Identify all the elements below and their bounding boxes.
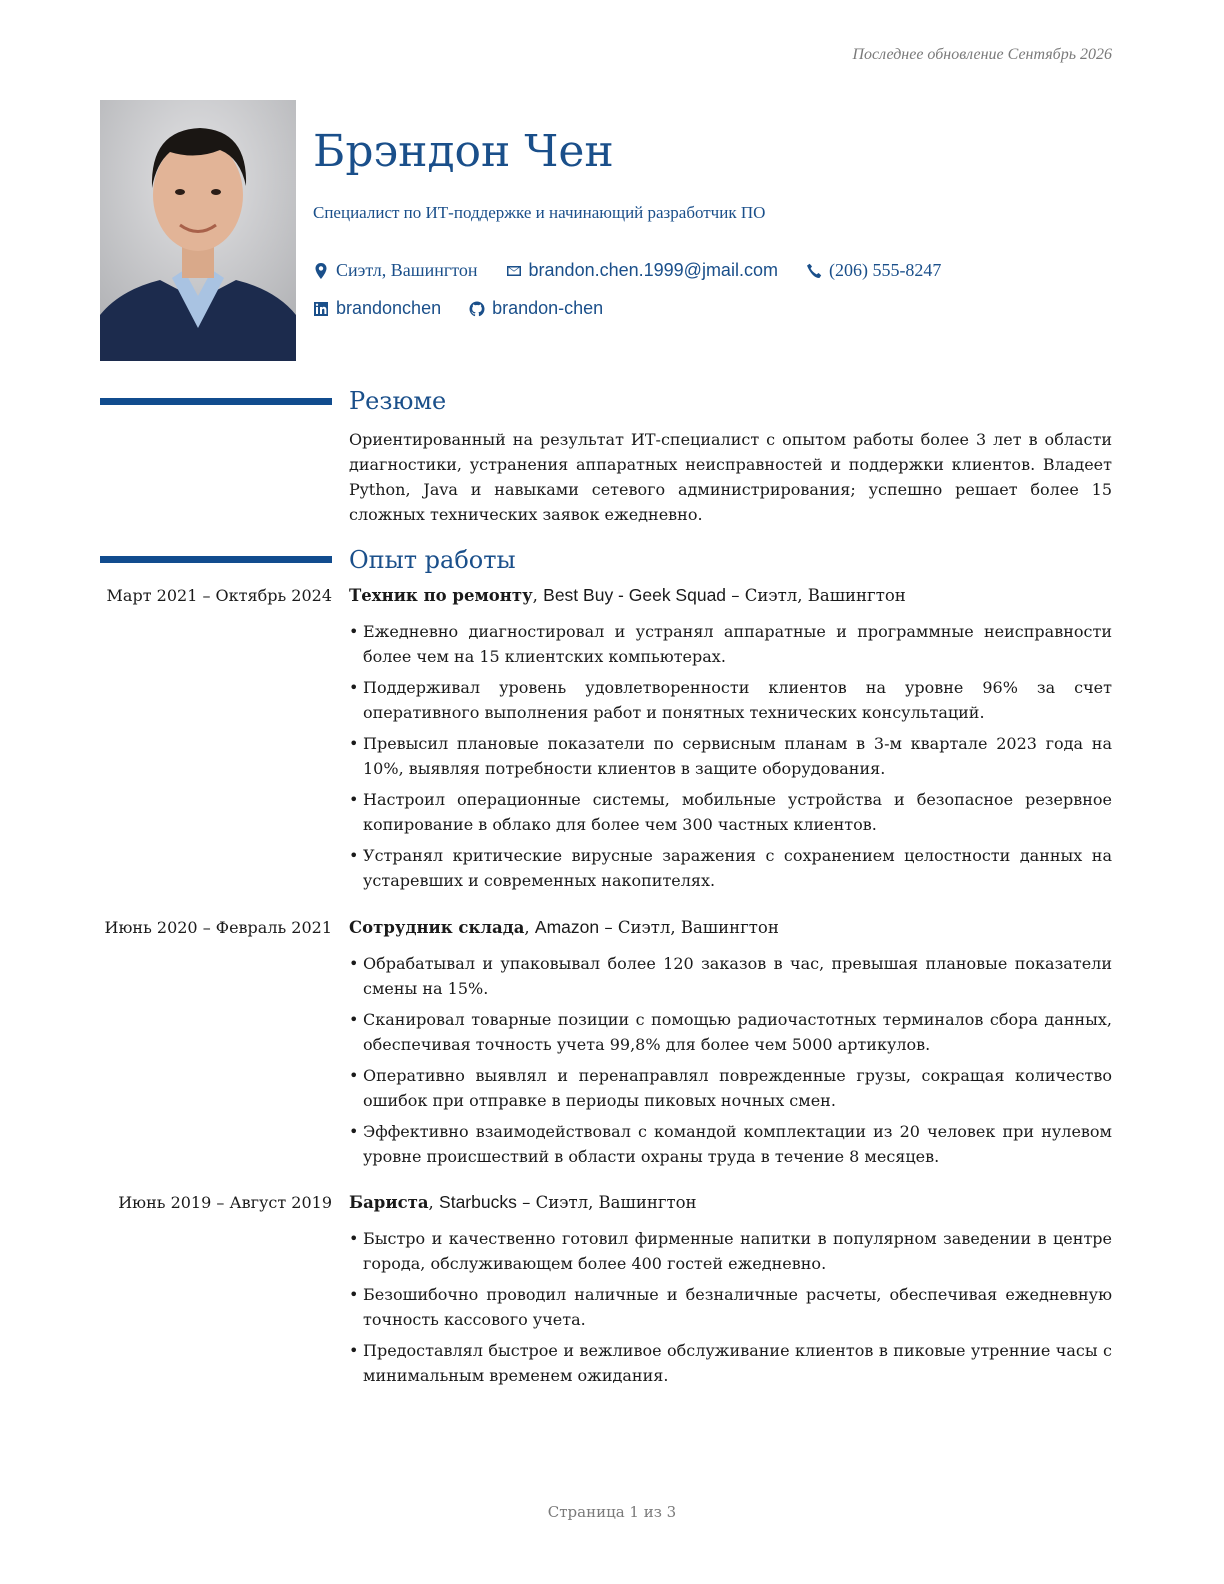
linkedin-icon bbox=[313, 301, 329, 317]
github-icon bbox=[469, 301, 485, 317]
job-company: Best Buy - Geek Squad bbox=[543, 585, 727, 605]
email-link[interactable]: brandon.chen.1999@jmail.com bbox=[528, 260, 778, 280]
list-item: • Эффективно взаимодействовал с командой комплектации из 20 человек при нулевом уровне происшествий в области охраны труда в течение 8 месяцев. bbox=[349, 1119, 1112, 1169]
job-company: Amazon bbox=[534, 917, 600, 937]
list-item: • Поддерживал уровень удовлетворенности клиентов на уровне 96% за счет оперативного выполнения работ и понятных технических консультаций. bbox=[349, 675, 1112, 725]
job-bullets bbox=[349, 619, 1112, 899]
contact-row-2 bbox=[313, 298, 631, 319]
list-item: • Настроил операционные системы, мобильные устройства и безопасное резервное копирование в облако для более чем 300 частных клиентов. bbox=[349, 787, 1112, 837]
contact-github[interactable] bbox=[469, 298, 603, 319]
list-item: • Оперативно выявлял и перенаправлял поврежденные грузы, сокращая количество ошибок при отправке в периоды пиковых ночных смен. bbox=[349, 1063, 1112, 1113]
job-location: Сиэтл, Вашингтон bbox=[535, 1193, 697, 1212]
job-date: Июнь 2020 – Февраль 2021 bbox=[104, 918, 332, 937]
phone-icon bbox=[806, 263, 822, 279]
experience-divider bbox=[100, 556, 332, 563]
envelope-icon bbox=[506, 263, 522, 279]
job-date: Март 2021 – Октябрь 2024 bbox=[106, 586, 332, 605]
list-item: • Сканировал товарные позиции с помощью радиочастотных терминалов сбора данных, обеспечивая точность учета 99,8% для более чем 5000 артикулов. bbox=[349, 1007, 1112, 1057]
last-updated: Последнее обновление Сентябрь 2026 bbox=[852, 46, 1112, 63]
location-text: Сиэтл, Вашингтон bbox=[336, 260, 478, 280]
job-bullets bbox=[349, 951, 1112, 1175]
job-title: Бариста bbox=[349, 1193, 429, 1212]
list-item: • Быстро и качественно готовил фирменные напитки в популярном заведении в центре города, обслуживающем более 400 гостей ежедневно. bbox=[349, 1226, 1112, 1276]
list-item: • Предоставлял быстрое и вежливое обслуживание клиентов в пиковые утренние часы с минимальным временем ожидания. bbox=[349, 1338, 1112, 1388]
contact-row-1 bbox=[313, 260, 969, 281]
job-title: Сотрудник склада bbox=[349, 918, 525, 937]
linkedin-link[interactable]: brandonchen bbox=[336, 298, 442, 318]
job-date: Июнь 2019 – Август 2019 bbox=[118, 1193, 332, 1212]
contact-location bbox=[313, 260, 478, 281]
job-subtitle: Специалист по ИТ-поддержке и начинающий разработчик ПО bbox=[313, 203, 766, 222]
job-header: Техник по ремонту, Best Buy - Geek Squad – Сиэтл, Вашингтон bbox=[349, 585, 906, 605]
job-location: Сиэтл, Вашингтон bbox=[744, 586, 906, 605]
summary-divider bbox=[100, 398, 332, 405]
list-item: • Безошибочно проводил наличные и безналичные расчеты, обеспечивая ежедневную точность кассового учета. bbox=[349, 1282, 1112, 1332]
map-pin-icon bbox=[313, 263, 329, 279]
candidate-name: Брэндон Чен bbox=[313, 126, 614, 177]
experience-heading: Опыт работы bbox=[349, 546, 516, 574]
job-bullets bbox=[349, 1226, 1112, 1394]
list-item: • Превысил плановые показатели по сервисным планам в 3-м квартале 2023 года на 10%, выявляя потребности клиентов в защите оборудования. bbox=[349, 731, 1112, 781]
job-header: Бариста, Starbucks – Сиэтл, Вашингтон bbox=[349, 1192, 697, 1212]
job-header: Сотрудник склада, Amazon – Сиэтл, Вашингтон bbox=[349, 917, 779, 937]
page-number: Страница 1 из 3 bbox=[547, 1503, 677, 1521]
profile-photo bbox=[100, 100, 296, 361]
summary-text: Ориентированный на результат ИТ-специалист с опытом работы более 3 лет в области диагностики, устранения аппаратных неисправностей и поддержки клиентов. Владеет Python, Java и навыками сетевого администрирования; успешно решает более 15 сложных технических заявок ежедневно. bbox=[349, 430, 1112, 524]
contact-phone[interactable] bbox=[806, 260, 941, 281]
github-link[interactable]: brandon-chen bbox=[492, 298, 604, 318]
job-location: Сиэтл, Вашингтон bbox=[617, 918, 779, 937]
job-company: Starbucks bbox=[439, 1192, 517, 1212]
contact-linkedin[interactable] bbox=[313, 298, 441, 319]
summary-heading: Резюме bbox=[349, 387, 447, 415]
contact-email[interactable] bbox=[506, 260, 778, 281]
phone-text[interactable]: (206) 555-8247 bbox=[828, 260, 942, 280]
list-item: • Устранял критические вирусные заражения с сохранением целостности данных на устаревших и современных накопителях. bbox=[349, 843, 1112, 893]
list-item: • Ежедневно диагностировал и устранял аппаратные и программные неисправности более чем на 15 клиентских компьютерах. bbox=[349, 619, 1112, 669]
list-item: • Обрабатывал и упаковывал более 120 заказов в час, превышая плановые показатели смены на 15%. bbox=[349, 951, 1112, 1001]
job-title: Техник по ремонту bbox=[349, 586, 533, 605]
